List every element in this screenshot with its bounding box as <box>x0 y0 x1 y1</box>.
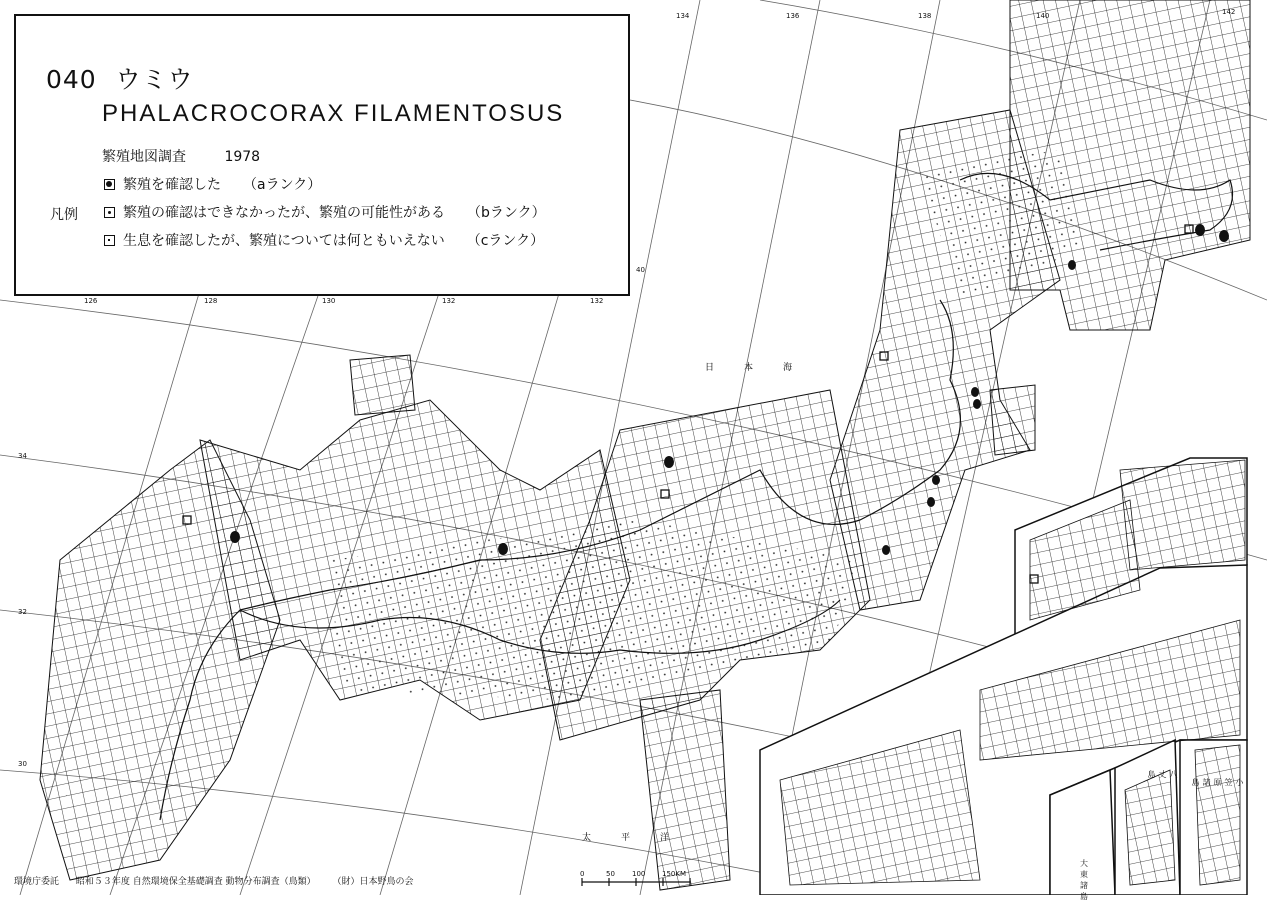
grid-block-islands <box>350 355 415 415</box>
lat-tick: 40 <box>636 266 645 274</box>
survey-year: 1978 <box>224 149 261 165</box>
scale-label: 100 <box>632 870 646 878</box>
footer <box>14 874 428 887</box>
survey-name: 繁殖地図調査 <box>102 149 186 165</box>
lon-tick: 130 <box>322 297 336 305</box>
a-rank-marker <box>932 475 940 485</box>
c-rank-icon <box>104 235 115 246</box>
lat-tick: 32 <box>18 608 27 616</box>
inset-label: 小笠原諸島 <box>1191 778 1244 786</box>
a-rank-marker <box>973 399 981 409</box>
legend-item-a <box>104 174 321 194</box>
scale-label: 50 <box>606 870 615 878</box>
legend-item-c <box>104 230 544 250</box>
footer-org: （財）日本野鳥の会 <box>332 877 414 887</box>
sea-label-pacific: 太平洋 <box>582 833 700 843</box>
lon-tick: 134 <box>676 12 690 20</box>
legend-rank: （bランク） <box>467 205 546 221</box>
lat-tick: 34 <box>18 452 27 460</box>
scale-label: 0 <box>580 870 585 878</box>
a-rank-marker <box>498 543 508 555</box>
a-rank-marker <box>1219 230 1229 242</box>
a-rank-marker <box>971 387 979 397</box>
legend-text: 繁殖の確認はできなかったが、繁殖の可能性がある <box>123 205 445 221</box>
survey-line <box>102 146 260 166</box>
legend-rank: （aランク） <box>243 177 322 193</box>
b-rank-icon <box>104 207 115 218</box>
legend-panel <box>14 14 630 296</box>
lon-tick: 142 <box>1222 8 1236 16</box>
a-rank-marker <box>882 545 890 555</box>
lon-tick: 140 <box>1036 12 1050 20</box>
a-rank-marker <box>927 497 935 507</box>
sea-label-japan-sea: 日本海 <box>705 363 823 373</box>
footer-commission: 環境庁委託 <box>14 877 60 887</box>
legend-text: 繁殖を確認した <box>123 177 221 193</box>
lat-tick: 30 <box>18 760 27 768</box>
legend-text: 生息を確認したが、繁殖については何ともいえない <box>123 233 445 249</box>
species-name-scientific: PHALACROCORAX FILAMENTOSUS <box>102 100 565 127</box>
grid-block-south <box>640 690 730 890</box>
lon-tick: 138 <box>918 12 932 20</box>
legend-heading: 凡例 <box>50 207 78 223</box>
grid-block-hokuriku <box>990 385 1035 455</box>
inset-label: 大東諸島 <box>1080 859 1088 901</box>
lon-tick: 132 <box>590 297 604 305</box>
a-rank-marker <box>1068 260 1076 270</box>
scale-label: 150KM <box>662 870 686 878</box>
a-rank-marker <box>230 531 240 543</box>
a-rank-marker <box>1195 224 1205 236</box>
legend-rank: （cランク） <box>466 233 545 249</box>
inset-label: 八丈島 <box>1147 770 1178 778</box>
species-name-ja: ウミウ <box>115 65 194 94</box>
species-title <box>46 60 204 96</box>
lon-tick: 126 <box>84 297 98 305</box>
legend-item-b <box>104 202 546 222</box>
lon-tick: 128 <box>204 297 218 305</box>
footer-project: 昭和５３年度 自然環境保全基礎調査 動物分布調査（鳥類） <box>75 877 316 887</box>
lon-tick: 132 <box>442 297 456 305</box>
lon-tick: 136 <box>786 12 800 20</box>
a-rank-icon <box>104 179 115 190</box>
species-number: 040 <box>46 65 97 94</box>
a-rank-marker <box>664 456 674 468</box>
